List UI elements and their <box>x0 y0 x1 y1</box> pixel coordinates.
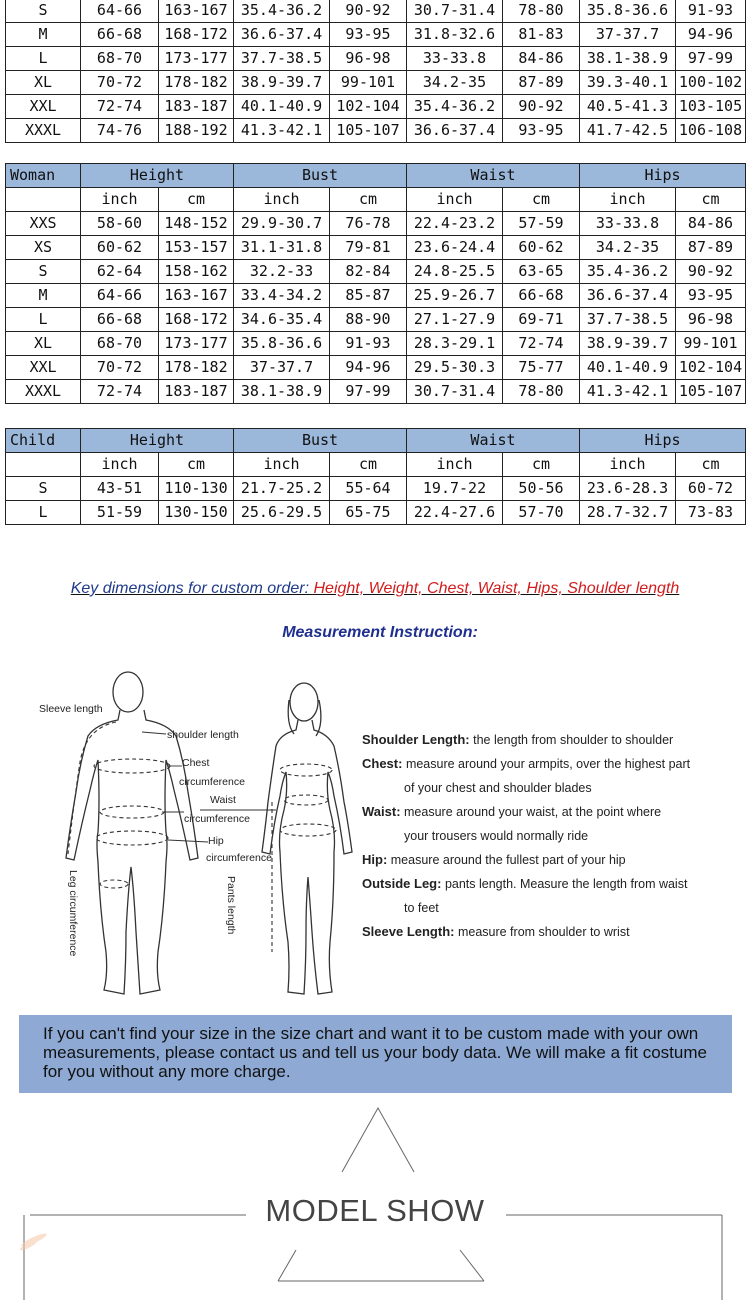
men-size-table <box>5 0 746 143</box>
unit-cell: inch <box>81 188 159 212</box>
unit-cell: inch <box>81 453 159 477</box>
table-row <box>6 332 746 356</box>
female-bust-loop-icon <box>280 764 332 776</box>
definition-term: Outside Leg: <box>362 876 442 891</box>
unit-cell <box>6 188 81 212</box>
definition-term: Waist: <box>362 804 401 819</box>
hip-circumference-label: circumference <box>206 852 272 864</box>
value-cell: 58-60 <box>81 212 159 236</box>
group-label: Woman <box>6 164 81 188</box>
value-cell: 91-93 <box>330 332 407 356</box>
leg-loop-icon <box>100 880 128 888</box>
value-cell: 33-33.8 <box>580 212 676 236</box>
value-cell: 34.2-35 <box>407 71 503 95</box>
definition-text: measure around your armpits, over the highest part <box>405 757 691 771</box>
value-cell: 87-89 <box>676 236 746 260</box>
value-cell: 35.4-36.2 <box>234 0 330 23</box>
value-cell: 21.7-25.2 <box>234 477 330 501</box>
value-cell: 68-70 <box>81 332 159 356</box>
model-show-title: MODEL SHOW <box>265 1193 485 1228</box>
table-row <box>6 356 746 380</box>
value-cell: 158-162 <box>159 260 234 284</box>
value-cell: 35.4-36.2 <box>580 260 676 284</box>
value-cell: 102-104 <box>676 356 746 380</box>
chest-loop-icon <box>94 759 170 773</box>
value-cell: 173-177 <box>159 332 234 356</box>
table-row <box>6 212 746 236</box>
value-cell: 168-172 <box>159 308 234 332</box>
value-cell: 66-68 <box>81 23 159 47</box>
waist-header: Waist <box>407 164 580 188</box>
value-cell: 36.6-37.4 <box>407 119 503 143</box>
value-cell: 40.1-40.9 <box>580 356 676 380</box>
pants-length-label: Pants length <box>225 876 237 935</box>
value-cell: 76-78 <box>330 212 407 236</box>
table-row <box>6 95 746 119</box>
value-cell: 23.6-24.4 <box>407 236 503 260</box>
value-cell: 38.9-39.7 <box>234 71 330 95</box>
value-cell: 100-102 <box>676 71 746 95</box>
definition-text: pants length. Measure the length from waist <box>444 877 688 891</box>
bust-header: Bust <box>234 164 407 188</box>
unit-cell: inch <box>580 188 676 212</box>
woman-size-table <box>5 163 746 404</box>
definition-term: Chest: <box>362 756 403 771</box>
value-cell: 79-81 <box>330 236 407 260</box>
value-cell: 106-108 <box>676 119 746 143</box>
value-cell: 163-167 <box>159 0 234 23</box>
value-cell: 93-95 <box>676 284 746 308</box>
value-cell: 40.5-41.3 <box>580 95 676 119</box>
value-cell: 63-65 <box>503 260 580 284</box>
value-cell: 35.8-36.6 <box>234 332 330 356</box>
chest-label: Chest <box>182 757 210 769</box>
size-cell: XS <box>6 236 81 260</box>
male-head-icon <box>113 672 143 712</box>
value-cell: 55-64 <box>330 477 407 501</box>
value-cell: 35.4-36.2 <box>407 95 503 119</box>
value-cell: 31.8-32.6 <box>407 23 503 47</box>
value-cell: 22.4-23.2 <box>407 212 503 236</box>
value-cell: 96-98 <box>330 47 407 71</box>
female-hip-loop-icon <box>280 824 336 836</box>
value-cell: 93-95 <box>330 23 407 47</box>
value-cell: 41.7-42.5 <box>580 119 676 143</box>
value-cell: 60-62 <box>81 236 159 260</box>
value-cell: 96-98 <box>676 308 746 332</box>
definition-continuation: of your chest and shoulder blades <box>404 781 592 795</box>
unit-cell: inch <box>234 188 330 212</box>
value-cell: 35.8-36.6 <box>580 0 676 23</box>
value-cell: 70-72 <box>81 71 159 95</box>
value-cell: 65-75 <box>330 501 407 525</box>
value-cell: 102-104 <box>330 95 407 119</box>
size-cell: XXS <box>6 212 81 236</box>
value-cell: 37-37.7 <box>580 23 676 47</box>
size-cell: XXXL <box>6 380 81 404</box>
value-cell: 84-86 <box>676 212 746 236</box>
definition-text: measure around your waist, at the point where <box>404 805 662 819</box>
value-cell: 50-56 <box>503 477 580 501</box>
value-cell: 183-187 <box>159 95 234 119</box>
value-cell: 64-66 <box>81 0 159 23</box>
unit-cell: inch <box>407 453 503 477</box>
size-cell: L <box>6 47 81 71</box>
size-cell: XXL <box>6 95 81 119</box>
hip-loop-icon <box>96 831 168 845</box>
triangle-up-icon <box>342 1108 414 1172</box>
definition-text: measure around the fullest part of your hip <box>390 853 626 867</box>
value-cell: 73-83 <box>676 501 746 525</box>
value-cell: 29.9-30.7 <box>234 212 330 236</box>
height-header: Height <box>81 164 234 188</box>
value-cell: 33-33.8 <box>407 47 503 71</box>
size-cell: L <box>6 308 81 332</box>
value-cell: 30.7-31.4 <box>407 0 503 23</box>
table-row <box>6 0 746 23</box>
shoulder-length-label: shoulder length <box>167 729 239 741</box>
value-cell: 38.1-38.9 <box>580 47 676 71</box>
size-cell: M <box>6 284 81 308</box>
size-cell: XXXL <box>6 119 81 143</box>
value-cell: 69-71 <box>503 308 580 332</box>
waist-loop-icon <box>100 806 164 818</box>
table-row <box>6 477 746 501</box>
table-row <box>6 501 746 525</box>
value-cell: 93-95 <box>503 119 580 143</box>
value-cell: 78-80 <box>503 0 580 23</box>
key-dimensions <box>0 580 750 598</box>
measurement-title: Measurement Instruction: <box>282 624 478 641</box>
value-cell: 30.7-31.4 <box>407 380 503 404</box>
table-row <box>6 47 746 71</box>
value-cell: 178-182 <box>159 356 234 380</box>
value-cell: 68-70 <box>81 47 159 71</box>
value-cell: 25.9-26.7 <box>407 284 503 308</box>
unit-row <box>6 188 746 212</box>
value-cell: 173-177 <box>159 47 234 71</box>
value-cell: 62-64 <box>81 260 159 284</box>
table-header-row <box>6 429 746 453</box>
unit-cell <box>6 453 81 477</box>
value-cell: 64-66 <box>81 284 159 308</box>
value-cell: 87-89 <box>503 71 580 95</box>
hips-header: Hips <box>580 429 746 453</box>
value-cell: 130-150 <box>159 501 234 525</box>
value-cell: 178-182 <box>159 71 234 95</box>
sleeve-length-label: Sleeve length <box>39 703 103 715</box>
chest-circumference-label: circumference <box>179 776 245 788</box>
key-dimensions-items: Height, Weight, Chest, Waist, Hips, Shoulder length <box>313 580 680 597</box>
unit-cell: cm <box>676 188 746 212</box>
value-cell: 33.4-34.2 <box>234 284 330 308</box>
unit-cell: cm <box>159 188 234 212</box>
waist-circumference-label: circumference <box>184 813 250 825</box>
table-row <box>6 260 746 284</box>
key-dimensions-prefix: Key dimensions for custom order: <box>70 580 310 597</box>
value-cell: 74-76 <box>81 119 159 143</box>
value-cell: 148-152 <box>159 212 234 236</box>
table-row <box>6 23 746 47</box>
value-cell: 168-172 <box>159 23 234 47</box>
value-cell: 72-74 <box>81 95 159 119</box>
value-cell: 60-62 <box>503 236 580 260</box>
value-cell: 23.6-28.3 <box>580 477 676 501</box>
value-cell: 99-101 <box>676 332 746 356</box>
female-body-outline-icon <box>262 720 352 994</box>
value-cell: 81-83 <box>503 23 580 47</box>
value-cell: 38.1-38.9 <box>234 380 330 404</box>
definition-continuation: to feet <box>404 901 439 915</box>
brush-stroke-icon <box>19 1231 48 1251</box>
unit-cell: inch <box>234 453 330 477</box>
value-cell: 183-187 <box>159 380 234 404</box>
value-cell: 90-92 <box>330 0 407 23</box>
value-cell: 94-96 <box>330 356 407 380</box>
value-cell: 70-72 <box>81 356 159 380</box>
definition-text: measure from shoulder to wrist <box>457 925 630 939</box>
value-cell: 32.2-33 <box>234 260 330 284</box>
value-cell: 34.2-35 <box>580 236 676 260</box>
value-cell: 29.5-30.3 <box>407 356 503 380</box>
definition-term: Sleeve Length: <box>362 924 455 939</box>
custom-order-note: If you can't find your size in the size chart and want it to be custom made with your own measurements, please contact us and tell us your body data. We will make a fit costume for you without any more charge. <box>19 1015 732 1093</box>
value-cell: 75-77 <box>503 356 580 380</box>
size-cell: M <box>6 23 81 47</box>
value-cell: 105-107 <box>330 119 407 143</box>
value-cell: 28.3-29.1 <box>407 332 503 356</box>
value-cell: 22.4-27.6 <box>407 501 503 525</box>
value-cell: 37.7-38.5 <box>580 308 676 332</box>
value-cell: 103-105 <box>676 95 746 119</box>
value-cell: 38.9-39.7 <box>580 332 676 356</box>
value-cell: 36.6-37.4 <box>580 284 676 308</box>
bust-header: Bust <box>234 429 407 453</box>
table-row <box>6 380 746 404</box>
value-cell: 39.3-40.1 <box>580 71 676 95</box>
size-cell: XL <box>6 71 81 95</box>
unit-cell: cm <box>503 188 580 212</box>
value-cell: 72-74 <box>503 332 580 356</box>
definition-item <box>362 800 742 824</box>
value-cell: 110-130 <box>159 477 234 501</box>
waist-header: Waist <box>407 429 580 453</box>
value-cell: 97-99 <box>330 380 407 404</box>
hip-label: Hip <box>208 835 224 847</box>
value-cell: 60-72 <box>676 477 746 501</box>
group-label: Child <box>6 429 81 453</box>
unit-cell: inch <box>580 453 676 477</box>
value-cell: 82-84 <box>330 260 407 284</box>
value-cell: 41.3-42.1 <box>234 119 330 143</box>
size-cell: XXL <box>6 356 81 380</box>
value-cell: 72-74 <box>81 380 159 404</box>
value-cell: 105-107 <box>676 380 746 404</box>
definition-continuation: your trousers would normally ride <box>404 829 589 843</box>
female-waist-loop-icon <box>284 795 328 805</box>
size-cell: XL <box>6 332 81 356</box>
male-body-outline-icon <box>66 710 198 994</box>
unit-cell: cm <box>159 453 234 477</box>
definition-item <box>362 752 742 776</box>
unit-cell: cm <box>330 188 407 212</box>
size-cell: L <box>6 501 81 525</box>
definition-item <box>362 848 742 872</box>
value-cell: 66-68 <box>503 284 580 308</box>
hips-header: Hips <box>580 164 746 188</box>
unit-cell: cm <box>330 453 407 477</box>
value-cell: 163-167 <box>159 284 234 308</box>
size-cell: S <box>6 477 81 501</box>
table-row <box>6 284 746 308</box>
value-cell: 41.3-42.1 <box>580 380 676 404</box>
value-cell: 90-92 <box>676 260 746 284</box>
waist-label: Waist <box>210 794 236 806</box>
value-cell: 91-93 <box>676 0 746 23</box>
height-header: Height <box>81 429 234 453</box>
value-cell: 25.6-29.5 <box>234 501 330 525</box>
value-cell: 85-87 <box>330 284 407 308</box>
value-cell: 153-157 <box>159 236 234 260</box>
value-cell: 40.1-40.9 <box>234 95 330 119</box>
definition-item <box>362 728 742 752</box>
value-cell: 51-59 <box>81 501 159 525</box>
value-cell: 99-101 <box>330 71 407 95</box>
child-size-table <box>5 428 746 525</box>
sleeve-line-icon <box>68 722 116 854</box>
definition-item <box>362 872 742 896</box>
value-cell: 66-68 <box>81 308 159 332</box>
table-row <box>6 236 746 260</box>
unit-row <box>6 453 746 477</box>
value-cell: 34.6-35.4 <box>234 308 330 332</box>
value-cell: 90-92 <box>503 95 580 119</box>
unit-cell: cm <box>676 453 746 477</box>
value-cell: 43-51 <box>81 477 159 501</box>
value-cell: 36.6-37.4 <box>234 23 330 47</box>
value-cell: 24.8-25.5 <box>407 260 503 284</box>
value-cell: 188-192 <box>159 119 234 143</box>
definition-term: Shoulder Length: <box>362 732 470 747</box>
value-cell: 88-90 <box>330 308 407 332</box>
definition-term: Hip: <box>362 852 388 867</box>
measurement-definitions <box>362 728 742 944</box>
unit-cell: inch <box>407 188 503 212</box>
value-cell: 19.7-22 <box>407 477 503 501</box>
table-row <box>6 119 746 143</box>
definition-text: the length from shoulder to shoulder <box>473 733 674 747</box>
value-cell: 37-37.7 <box>234 356 330 380</box>
value-cell: 27.1-27.9 <box>407 308 503 332</box>
value-cell: 31.1-31.8 <box>234 236 330 260</box>
table-header-row <box>6 164 746 188</box>
value-cell: 57-70 <box>503 501 580 525</box>
size-cell: S <box>6 0 81 23</box>
table-row <box>6 71 746 95</box>
value-cell: 57-59 <box>503 212 580 236</box>
value-cell: 84-86 <box>503 47 580 71</box>
value-cell: 78-80 <box>503 380 580 404</box>
size-cell: S <box>6 260 81 284</box>
value-cell: 97-99 <box>676 47 746 71</box>
value-cell: 28.7-32.7 <box>580 501 676 525</box>
value-cell: 37.7-38.5 <box>234 47 330 71</box>
body-measurement-illustration <box>36 662 364 1006</box>
leg-circumference-label: Leg circumference <box>67 870 79 957</box>
triangle-down-icon <box>278 1250 296 1281</box>
value-cell: 94-96 <box>676 23 746 47</box>
table-row <box>6 308 746 332</box>
unit-cell: cm <box>503 453 580 477</box>
definition-item <box>362 920 742 944</box>
female-head-icon <box>290 683 318 721</box>
